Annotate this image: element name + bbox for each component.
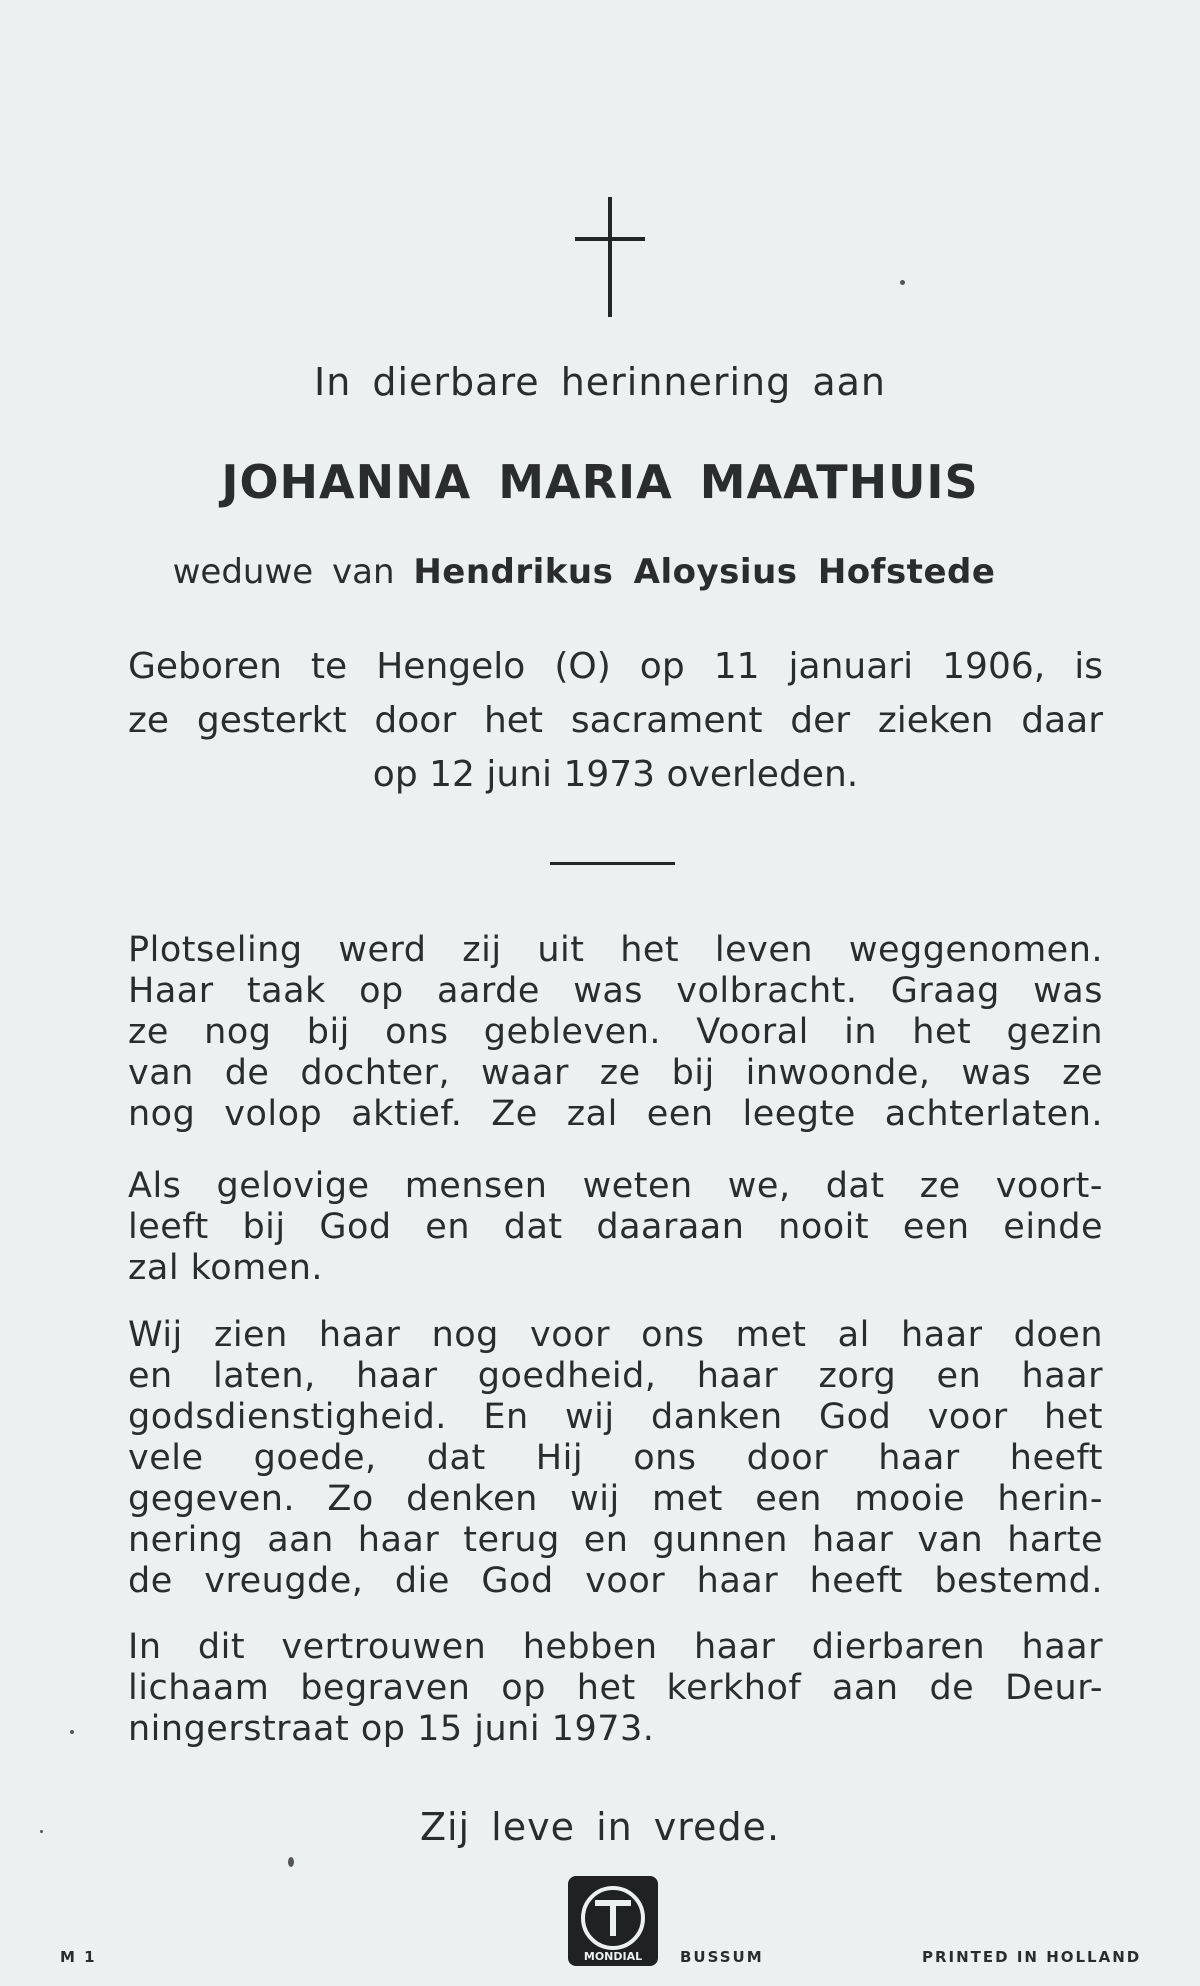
paragraph-1 [128, 930, 1103, 1135]
text-line: lichaam begraven op het kerkhof aan de Deur- [128, 1668, 1103, 1708]
printed-in: PRINTED IN HOLLAND [922, 1948, 1142, 1966]
birth-line: ze gesterkt door het sacrament der zieken daar [128, 700, 1103, 741]
printer-city: BUSSUM [680, 1948, 764, 1966]
print-speck [900, 280, 905, 285]
text-line: In dit vertrouwen hebben haar dierbaren haar [128, 1627, 1103, 1667]
text-line: ze nog bij ons gebleven. Vooral in het gezin [128, 1012, 1103, 1052]
text-line: Plotseling werd zij uit het leven weggenomen. [128, 930, 1103, 970]
print-speck [40, 1830, 43, 1833]
print-code: M 1 [60, 1948, 97, 1966]
text-line: leeft bij God en dat daaraan nooit een einde [128, 1207, 1103, 1247]
text-line: zal komen. [128, 1248, 324, 1288]
text-line: de vreugde, die God voor haar heeft bestemd. [128, 1561, 1103, 1601]
text-line: gegeven. Zo denken wij met een mooie herin- [128, 1479, 1103, 1519]
paragraph-4 [128, 1627, 1103, 1750]
text-line: vele goede, dat Hij ons door haar heeft [128, 1438, 1103, 1478]
logo-text: MONDIAL [583, 1950, 643, 1963]
text-line: Haar taak op aarde was volbracht. Graag was [128, 971, 1103, 1011]
text-line: en laten, haar goedheid, haar zorg en haar [128, 1356, 1103, 1396]
paragraph-2 [128, 1166, 1103, 1289]
text-line: Wij zien haar nog voor ons met al haar doen [128, 1315, 1103, 1355]
closing-line: Zij leve in vrede. [419, 1805, 781, 1849]
text-line: Als gelovige mensen weten we, dat ze voort- [128, 1166, 1103, 1206]
spouse-name: Hendrikus Aloysius Hofstede [413, 552, 996, 592]
text-line: nog volop aktief. Ze zal een leegte achterlaten. [128, 1094, 1103, 1134]
text-line: godsdienstigheid. En wij danken God voor het [128, 1397, 1103, 1437]
spouse-line [0, 552, 1184, 592]
paragraph-3 [128, 1315, 1103, 1602]
spouse-prefix: weduwe van [172, 552, 395, 592]
divider [550, 862, 675, 865]
print-speck [70, 1730, 74, 1734]
cross-icon [575, 197, 645, 317]
deceased-name: JOHANNA MARIA MAATHUIS [221, 455, 979, 509]
text-line: nering aan haar terug en gunnen haar van harte [128, 1520, 1103, 1560]
birth-line: Geboren te Hengelo (O) op 11 januari 1906, is [128, 646, 1103, 687]
birth-line: op 12 juni 1973 overleden. [372, 754, 859, 795]
mondial-logo-icon [568, 1876, 658, 1966]
text-line: van de dochter, waar ze bij inwoonde, was ze [128, 1053, 1103, 1093]
text-line: ningerstraat op 15 juni 1973. [128, 1709, 655, 1749]
birth-death-text [128, 640, 1103, 802]
print-speck [288, 1857, 294, 1867]
intro-line: In dierbare herinnering aan [313, 360, 886, 404]
